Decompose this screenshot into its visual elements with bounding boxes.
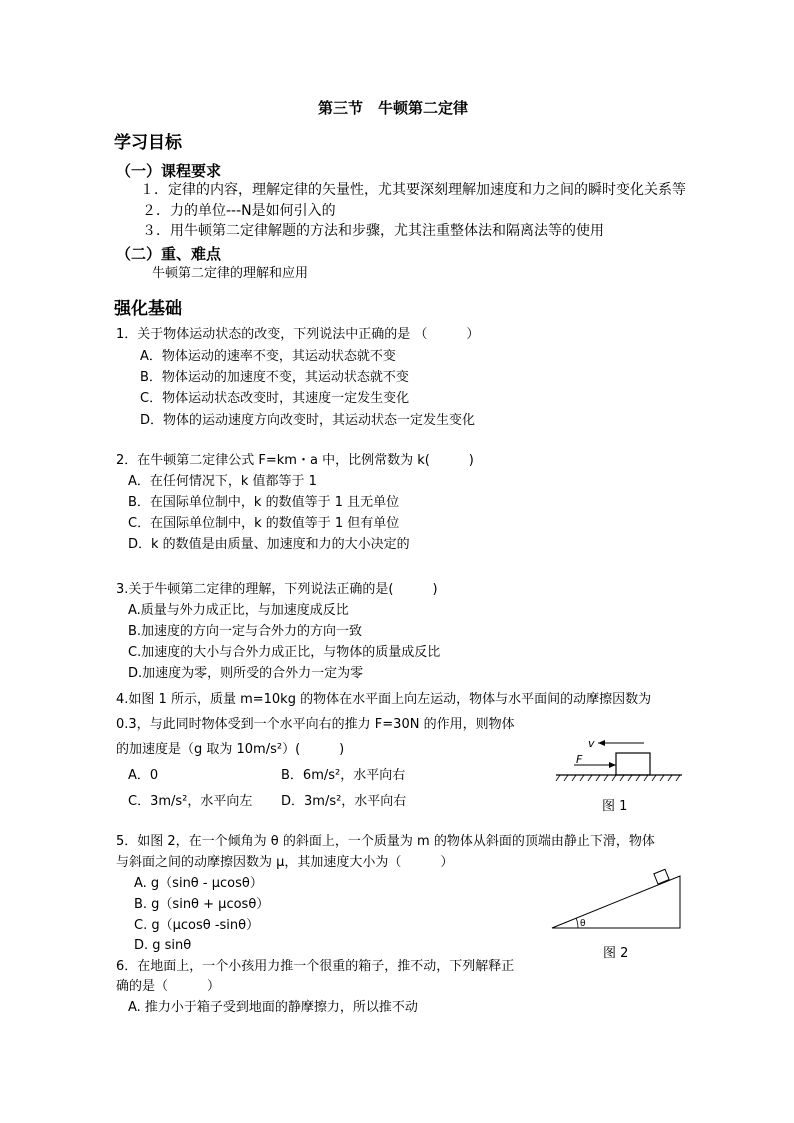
figure-1-caption: 图 1 [602,799,628,814]
question-2-stem: 2．在牛顿第二定律公式 F=km・a 中，比例常数为 k( ) [116,453,474,468]
question-4-option-d: D．3m/s²，水平向右 [281,794,407,809]
block [616,753,650,775]
figure-2-diagram [548,862,688,934]
section-heading-practice: 强化基础 [114,299,182,319]
key-points-text: 牛顿第二定律的理解和应用 [152,266,309,281]
question-4-option-c: C．3m/s²，水平向左 [128,794,253,809]
ground-hatching [556,775,680,781]
question-2-option-d: D．k 的数值是由质量、加速度和力的大小决定的 [128,537,410,552]
force-label: F [576,753,583,766]
question-5-line-2: 与斜面之间的动摩擦因数为 μ，其加速度大小为（ ） [116,855,454,870]
subheading-key-points: （二）重、难点 [116,245,222,263]
question-5-line-1: 5．如图 2，在一个倾角为 θ 的斜面上，一个质量为 m 的物体从斜面的顶端由静止下滑，物体 [116,834,655,849]
velocity-label: v [588,737,595,750]
section-heading-goals: 学习目标 [114,133,182,153]
question-1-stem: 1．关于物体运动状态的改变，下列说法中正确的是 （ ） [116,327,480,342]
question-4-line-1: 4.如图 1 所示，质量 m=10kg 的物体在水平面上向左运动，物体与水平面间的动摩擦因数为 [116,692,652,707]
question-6-line-1: 6．在地面上，一个小孩用力推一个很重的箱子，推不动，下列解释正 [116,959,515,974]
question-1-option-d: D．物体的运动速度方向改变时，其运动状态一定发生变化 [140,413,476,428]
question-3-option-c: C.加速度的大小与合外力成正比，与物体的质量成反比 [128,645,441,660]
question-3-option-b: B.加速度的方向一定与合外力的方向一致 [128,624,363,639]
question-3-option-a: A.质量与外力成正比，与加速度成反比 [128,603,349,618]
velocity-arrowhead [598,740,605,746]
angle-label: θ [580,919,586,929]
figure-1-diagram [552,733,692,785]
incline [552,876,680,928]
requirement-item: ３．用牛顿第二定律解题的方法和步骤，尤其注重整体法和隔离法等的使用 [142,223,604,239]
question-2-option-b: B．在国际单位制中，k 的数值等于 1 且无单位 [128,495,400,510]
question-6-option-a: A. 推力小于箱子受到地面的静摩擦力，所以推不动 [128,1000,418,1015]
requirement-item: １．定律的内容，理解定律的矢量性，尤其要深刻理解加速度和力之间的瞬时变化关系等 [140,182,686,198]
requirement-item: ２．力的单位---N是如何引入的 [142,203,336,219]
force-arrowhead [609,762,616,768]
question-2-option-a: A．在任何情况下，k 值都等于 1 [128,474,317,489]
question-5-option-a: A. g（sinθ - μcosθ） [134,876,263,891]
question-5-option-c: C. g（μcosθ -sinθ） [134,918,260,933]
question-1-option-c: C．物体运动状态改变时，其速度一定发生变化 [140,391,410,406]
question-2-option-c: C．在国际单位制中，k 的数值等于 1 但有单位 [128,516,400,531]
question-1-option-a: A．物体运动的速率不变，其运动状态就不变 [140,349,396,364]
question-4-line-2: 0.3，与此同时物体受到一个水平向右的推力 F=30N 的作用，则物体 [116,717,515,732]
figure-2-caption: 图 2 [603,946,629,961]
question-4-line-3: 的加速度是（g 取为 10m/s²）( ) [116,742,345,757]
question-1-option-b: B．物体运动的加速度不变，其运动状态就不变 [140,370,409,385]
question-5-option-d: D. g sinθ [134,938,192,953]
question-5-option-b: B. g（sinθ + μcosθ） [134,897,270,912]
question-3-option-d: D.加速度为零，则所受的合外力一定为零 [128,666,364,681]
question-6-line-2: 确的是（ ） [116,979,221,994]
subheading-course-requirements: （一）课程要求 [116,162,222,180]
question-3-stem: 3.关于牛顿第二定律的理解，下列说法正确的是( ) [116,582,438,597]
question-4-option-b: B．6m/s²，水平向右 [281,768,406,783]
page-title: 第三节 牛顿第二定律 [318,99,469,117]
question-4-option-a: A．0 [128,768,159,783]
